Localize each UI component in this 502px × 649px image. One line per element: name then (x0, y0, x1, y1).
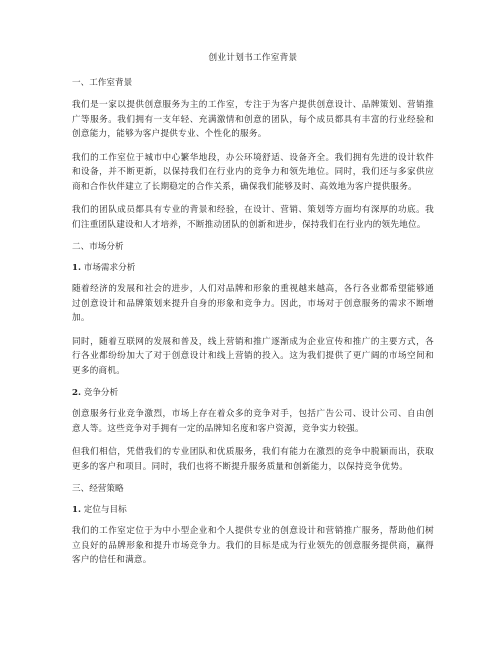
subsection-number: 1. (72, 263, 81, 273)
section-heading-strategy: 三、经营策略 (72, 484, 124, 494)
paragraph: 但我们相信，凭借我们的专业团队和优质服务，我们有能力在激烈的竞争中脱颖而出，获取更多的客户和项目。同时，我们也将不断提升服务质量和创新能力，以保持竞争优势。 (72, 447, 434, 472)
subsection-heading-positioning (72, 504, 434, 516)
subsection-heading-demand (72, 262, 434, 274)
paragraph: 我们是一家以提供创意服务为主的工作室，专注于为客户提供创意设计、品牌策划、营销推广等服务。我们拥有一支年轻、充满激情和创意的团队，每个成员都具有丰富的行业经验和创意能力，能够为客户提供专业、个性化的服务。 (72, 100, 434, 139)
paragraph: 同时，随着互联网的发展和普及，线上营销和推广逐渐成为企业宣传和推广的主要方式，各行各业都纷纷加大了对于创意设计和线上营销的投入。这为我们提供了更广阔的市场空间和更多的商机。 (72, 336, 434, 376)
paragraph: 我们的工作室位于城市中心繁华地段，办公环境舒适、设备齐全。我们拥有先进的设计软件和设备，并不断更新，以保持我们在行业内的竞争力和领先地位。同时，我们还与多家供应商和合作伙伴建立了长期稳定的合作关系，确保我们能够及时、高效地为客户提供服务。 (72, 152, 434, 192)
section-heading-market: 二、市场分析 (72, 242, 124, 252)
subsection-number: 2. (72, 388, 81, 398)
subsection-label: 竞争分析 (83, 388, 119, 398)
section-heading-background: 一、工作室背景 (72, 78, 133, 88)
paragraph: 随着经济的发展和社会的进步，人们对品牌和形象的重视越来越高，各行各业都希望能够通过创意设计和品牌策划来提升自身的形象和竞争力。因此，市场对于创意服务的需求不断增加。 (72, 284, 434, 323)
document-page (72, 52, 434, 577)
paragraph: 我们的工作室定位于为中小型企业和个人提供专业的创意设计和营销推广服务，帮助他们树立良好的品牌形象和提升市场竞争力。我们的目标是成为行业领先的创意服务提供商，赢得客户的信任和满意。 (72, 526, 434, 565)
document-title: 创业计划书工作室背景 (208, 53, 298, 63)
subsection-heading-competition (72, 387, 434, 399)
paragraph: 创意服务行业竞争激烈，市场上存在着众多的竞争对手，包括广告公司、设计公司、自由创意人等。这些竞争对手拥有一定的品牌知名度和客户资源，竞争实力较强。 (72, 409, 434, 434)
subsection-label: 市场需求分析 (83, 263, 136, 273)
subsection-number: 1. (72, 505, 81, 515)
paragraph: 我们的团队成员都具有专业的背景和经验，在设计、营销、策划等方面均有深厚的功底。我们注重团队建设和人才培养，不断推动团队的创新和进步，保持我们在行业内的领先地位。 (72, 205, 434, 230)
subsection-label: 定位与目标 (83, 505, 127, 515)
